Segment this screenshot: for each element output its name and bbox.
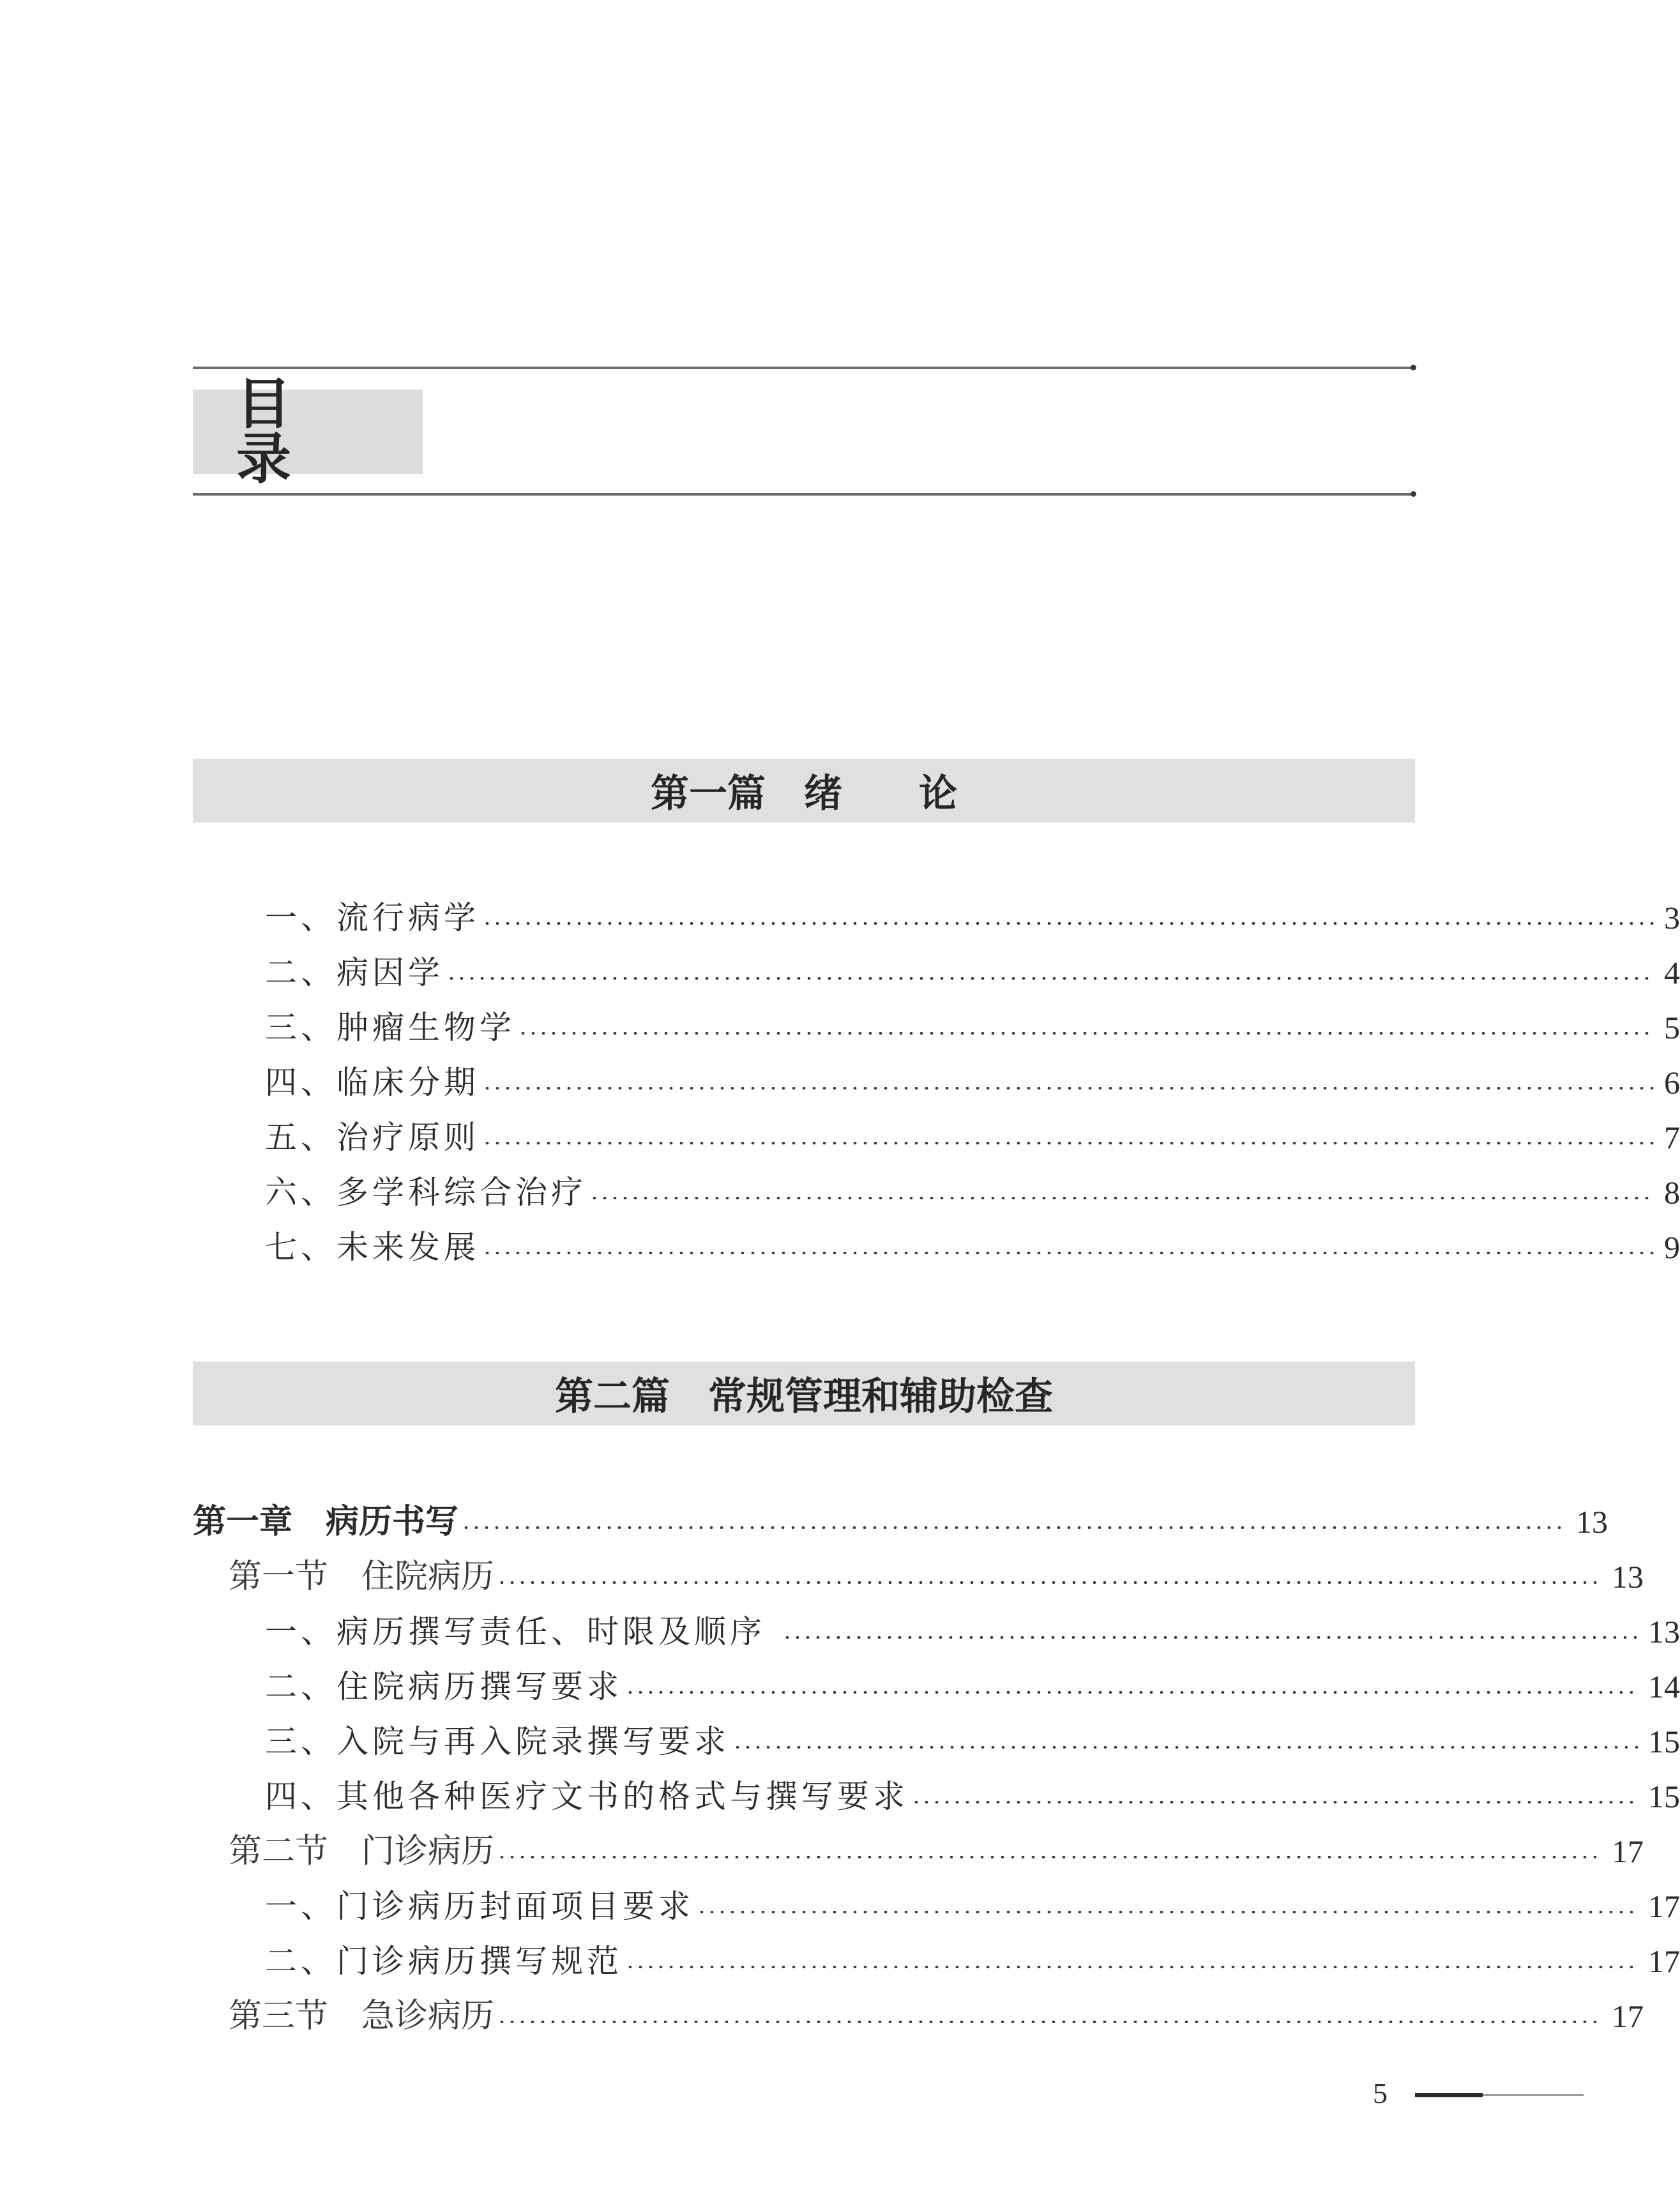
- toc-entry-page: 17: [1648, 1888, 1680, 1924]
- dot-leader: [732, 1746, 1639, 1749]
- toc-entry-page: 13: [1612, 1559, 1644, 1595]
- toc-entry-label: 一、门诊病历封面项目要求: [265, 1888, 694, 1925]
- toc-entry-label: 六、多学科综合治疗: [265, 1174, 587, 1211]
- toc-entry-page: 9: [1664, 1229, 1680, 1265]
- toc-entry-label: 四、临床分期: [265, 1064, 480, 1101]
- toc-entry[interactable]: [0, 1165, 1680, 1220]
- toc-entry-label: 四、其他各种医疗文书的格式与撰写要求: [265, 1778, 909, 1815]
- toc-entry-label: 三、肿瘤生物学: [265, 1009, 515, 1046]
- toc-entry-page: 15: [1648, 1724, 1680, 1759]
- title-top-rule: [193, 367, 1412, 369]
- dot-leader: [482, 922, 1655, 925]
- dot-leader: [461, 1526, 1567, 1529]
- dot-leader: [911, 1801, 1639, 1803]
- title-bottom-rule: [193, 493, 1412, 496]
- toc-entry-page: 17: [1648, 1943, 1680, 1979]
- dot-leader: [697, 1911, 1639, 1913]
- toc-entry-page: 13: [1576, 1504, 1608, 1540]
- toc-entry-page: 13: [1648, 1614, 1680, 1650]
- toc-entry-page: 17: [1612, 1998, 1644, 2034]
- title-box: [193, 372, 423, 491]
- toc-entry[interactable]: [0, 890, 1680, 945]
- toc-section-label: 第三节 急诊病历: [229, 1997, 495, 2035]
- toc-entry-label: 五、治疗原则: [265, 1119, 480, 1156]
- toc-entry-page: 3: [1664, 900, 1680, 936]
- toc-entry-label: 二、门诊病历撰写规范: [265, 1943, 623, 1980]
- dot-leader: [482, 1142, 1655, 1144]
- dot-leader: [518, 1032, 1655, 1035]
- toc-entry-page: 5: [1664, 1010, 1680, 1045]
- toc-entry[interactable]: [0, 945, 1680, 1000]
- toc-entry[interactable]: [0, 1220, 1680, 1275]
- toc-entry[interactable]: [0, 1659, 1680, 1714]
- toc-entry-label: 二、病因学: [265, 954, 444, 991]
- toc-entry-page: 7: [1664, 1120, 1680, 1155]
- toc-entry-label: 一、病历撰写责任、时限及顺序: [265, 1613, 780, 1650]
- toc-section[interactable]: [0, 1989, 1644, 2044]
- toc-entry-page: 15: [1648, 1779, 1680, 1814]
- toc-entry[interactable]: [0, 1714, 1680, 1769]
- toc-entry[interactable]: [0, 1604, 1680, 1659]
- page-number: 5: [1373, 2077, 1388, 2109]
- dot-leader: [497, 1581, 1603, 1584]
- toc-section[interactable]: [0, 1549, 1644, 1604]
- toc-entry[interactable]: [0, 1110, 1680, 1165]
- toc-entry[interactable]: [0, 1879, 1680, 1934]
- toc-entry-label: 三、入院与再入院录撰写要求: [265, 1723, 730, 1760]
- toc-section-label: 第一节 住院病历: [229, 1558, 495, 1596]
- part-heading-1: 第一篇 绪 论: [193, 759, 1415, 823]
- toc-entry-page: 17: [1612, 1834, 1644, 1869]
- toc-entry[interactable]: [0, 1934, 1680, 1989]
- dot-leader: [497, 2021, 1603, 2023]
- toc-entry-label: 二、住院病历撰写要求: [265, 1668, 623, 1705]
- folio-rule: [1415, 2094, 1584, 2096]
- toc-entry-page: 8: [1664, 1174, 1680, 1210]
- toc-entry-page: 14: [1648, 1669, 1680, 1705]
- dot-leader: [482, 1087, 1655, 1090]
- dot-leader: [497, 1856, 1603, 1858]
- page-title: 目 录: [236, 372, 319, 491]
- toc-section[interactable]: [0, 1824, 1644, 1879]
- dot-leader: [625, 1966, 1639, 1968]
- dot-leader: [625, 1691, 1639, 1694]
- toc-entry[interactable]: [0, 1055, 1680, 1110]
- toc-entry[interactable]: [0, 1769, 1680, 1824]
- dot-leader: [782, 1636, 1639, 1639]
- dot-leader: [482, 1252, 1655, 1254]
- toc-chapter[interactable]: [0, 1494, 1608, 1549]
- toc-entry-label: 一、流行病学: [265, 899, 480, 936]
- dot-leader: [589, 1197, 1655, 1199]
- toc-entry-page: 6: [1664, 1065, 1680, 1100]
- dot-leader: [446, 977, 1655, 980]
- toc-chapter-label: 第一章 病历书写: [193, 1503, 459, 1541]
- toc-entry[interactable]: [0, 1000, 1680, 1055]
- part-heading-2: 第二篇 常规管理和辅助检查: [193, 1362, 1415, 1425]
- toc-entry-page: 4: [1664, 955, 1680, 991]
- toc-section-label: 第二节 门诊病历: [229, 1832, 495, 1871]
- toc-entry-label: 七、未来发展: [265, 1229, 480, 1266]
